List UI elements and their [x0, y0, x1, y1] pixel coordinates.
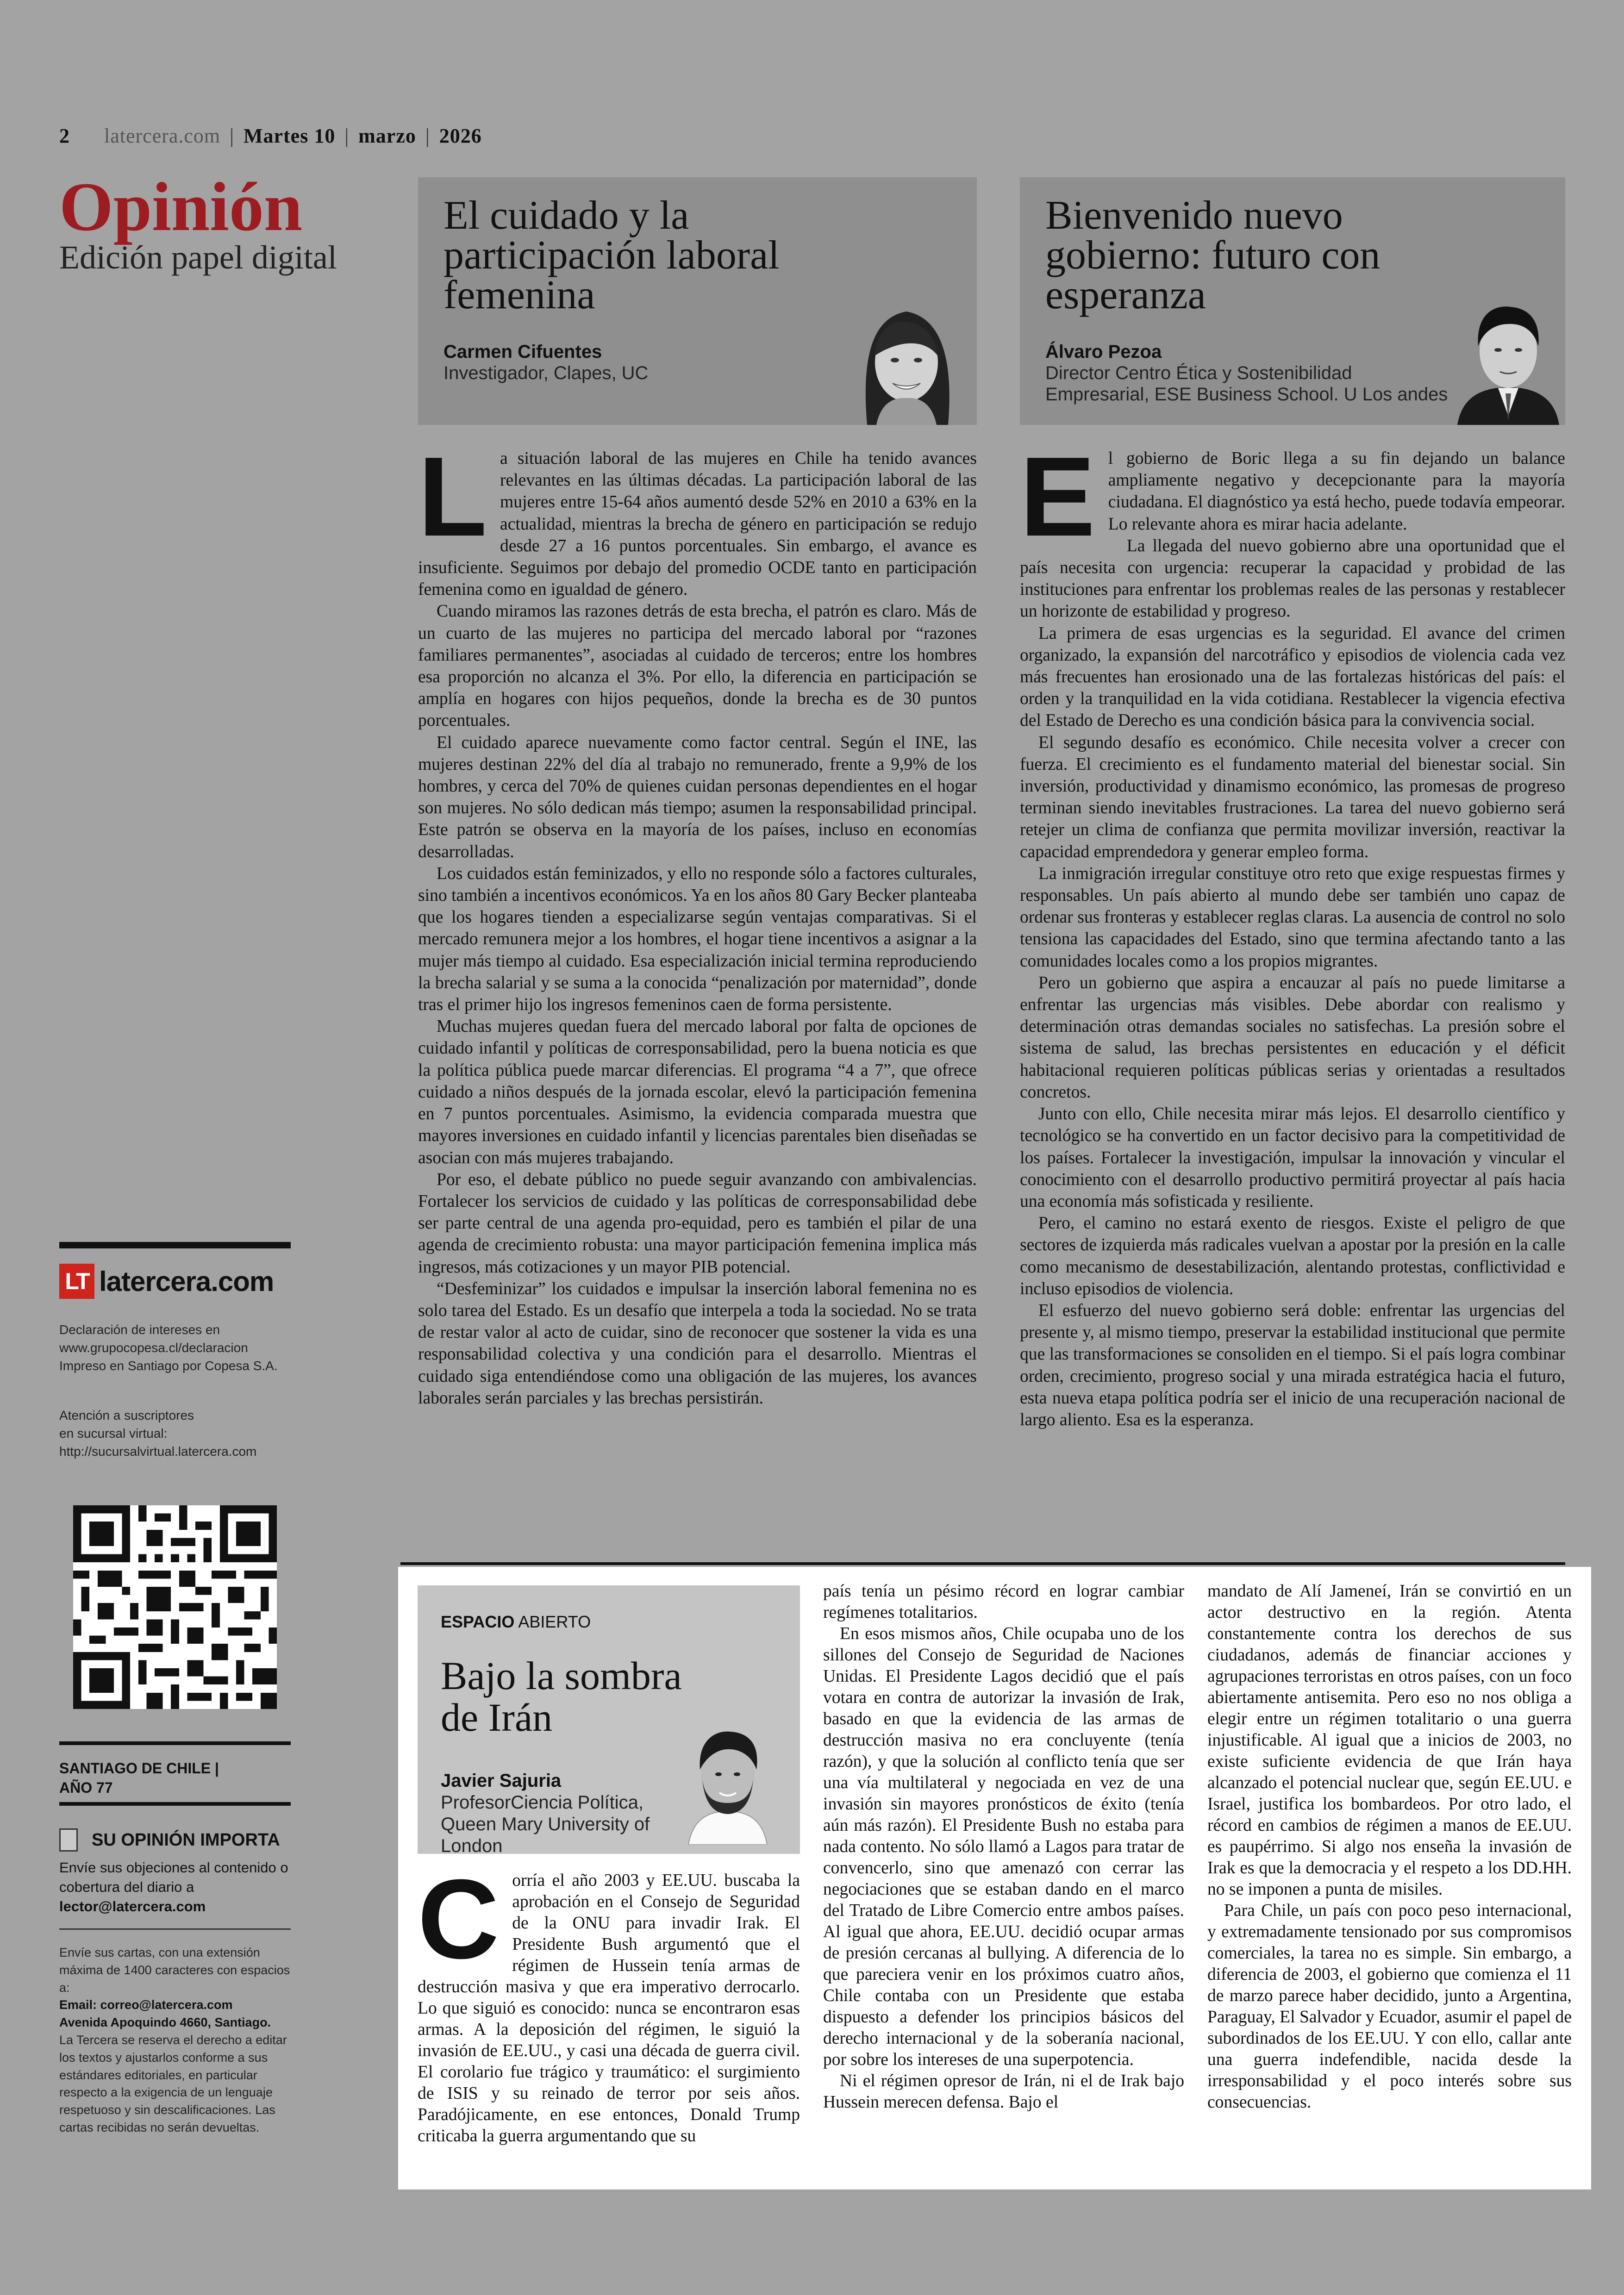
label-bold: ESPACIO [441, 1612, 515, 1631]
paragraph-text: Por eso, el debate público no puede seguir avanzando con ambivalencias. Fortalecer los servicios de cuidado y las políticas de corresponsabilidad debe ser parte central de una agenda pro-equidad, pero es también el pilar de una agenda de crecimiento robusta: una mayor participación femenina implica más ingresos, más cotizaciones y un mayor PIB potencial. [418, 1170, 977, 1277]
drop-cap: L [418, 433, 487, 560]
subscriber-info: Atención a suscriptores en sucursal virtual: http://sucursalvirtual.latercera.com [59, 1408, 257, 1459]
folio-site[interactable]: latercera.com [104, 125, 221, 147]
paragraph-text: La inmigración irregular constituye otro reto que exige respuestas firmes y responsables. Un país abierto al mundo debe ser también uno capaz de ordenar sus fronteras y establecer reglas claras. La ausencia de control no solo tensiona las capacidades del Estado, sino que termina afectando tanto a las comunidades locales como a los propios migrantes. [1020, 864, 1565, 971]
article-3-column-2 [823, 1581, 1184, 2113]
article-3-column-1 [418, 1856, 800, 2147]
author-1-photo [849, 300, 964, 425]
letters-text: Envíe sus cartas, con una extensión máxima de 1400 caracteres con espacios a: [59, 1946, 290, 1995]
paragraph-text: El cuidado aparece nuevamente como factor central. Según el INE, las mujeres destinan 22% del día al trabajo no remunerado, frente a 9,9% de los hombres, y cerca del 70% de quienes cuidan personas dependientes en el hogar son mujeres. No sólo dedican más tiempo; asumen la responsabilidad principal. Este patrón se observa en la mayoría de los países, incluso en economías desarrolladas. [418, 733, 977, 861]
opinion-matters-box [59, 1828, 300, 1916]
paragraph [1020, 535, 1565, 623]
paragraph-text: “Desfeminizar” los cuidados e impulsar la inserción laboral femenina no es solo tarea del Estado. Es un desafío que interpela a toda la sociedad. No se trata de restar valor al acto de cuidar, sino de reconocer que sostener la vida es una responsabilidad colectiva y una condición para el desarrollo. Mientras el cuidado siga entendiéndose como una obligación de las mujeres, los avances laborales serán parciales y las brechas persistirán. [418, 1279, 977, 1408]
article-3-header [418, 1585, 800, 1857]
paragraph [823, 1623, 1184, 2070]
article-3-role: ProfesorCiencia Política, Queen Mary University of London [441, 1792, 650, 1857]
article-3-author: Javier Sajuria [441, 1771, 562, 1791]
article-3-column-3 [1207, 1581, 1572, 2113]
city-year: SANTIAGO DE CHILE | AÑO 77 [59, 1760, 219, 1796]
letters-info [59, 1944, 300, 2137]
paragraph-text: Pero un gobierno que aspira a encauzar al país no puede limitarse a enfrentar las urgencias más visibles. Debe abordar con realismo y determinación otras demandas sociales no satisfechas. La presión sobre el sistema de salud, las brechas persistentes en educación y el déficit habitacional requieren políticas públicas serias y orientadas a resultados concretos. [1020, 973, 1565, 1102]
folio-month: marzo [358, 125, 416, 147]
paragraph [1020, 1103, 1565, 1212]
latercera-logo-icon: LT [59, 1264, 94, 1299]
paragraph [1207, 1581, 1572, 1900]
paragraph [418, 1856, 800, 2147]
article-2-body [1020, 433, 1565, 1431]
paragraph-text: En esos mismos años, Chile ocupaba uno de los sillones del Consejo de Seguridad de Naciones Unidas. El Presidente Lagos decidió que el país votara en contra de autorizar la invasión de Irak, basado en que la evidencia de las armas de destrucción masiva no era concluyente (tenía razón), y que la solución al conflicto tenía que ser una vía multilateral y negociada en vez de una invasión sin mayores pronósticos de éxito (tenía aún más razón). El Presidente Bush no estaba para nada contento. No sólo llamó a Lagos para tratar de convencerlo, sino que amenazó con cerrar las negociaciones que se estaban dando en el marco del Tratado de Libre Comercio entre ambos países. Al igual que ahora, EE.UU. decidió ocupar armas de presión cercanas al bullying. A diferencia de lo que pareciera venir en los próximos cuatro años, Chile contaba con un Presidente que estaba dispuesto a defender los principios básicos del derecho internacional y de la soberanía nacional, por sobre los intereses de una superpotencia. [823, 1624, 1184, 2069]
paragraph-text: Pero, el camino no estará exento de riesgos. Existe el peligro de que sectores de izquierda más radicales vuelvan a apostar por la presión en la calle como mecanismo de desestabilización, alentando protestas, conflictividad e incluso episodios de violencia. [1020, 1214, 1565, 1298]
folio-date: Martes 10 [243, 125, 336, 147]
paragraph-text: El esfuerzo del nuevo gobierno será doble: enfrentar las urgencias del presente y, al mismo tiempo, preservar la estabilidad institucional que permite que las transformaciones se consoliden en el tiempo. Si el país logra combinar orden, crecimiento, progreso social y una mirada estratégica hacia el futuro, esta nueva etapa política podría ser el inicio de una recuperación nacional de largo aliento. Esa es la esperanza. [1020, 1301, 1565, 1429]
opinion-matters-text [59, 1858, 300, 1916]
paragraph-text: país tenía un pésimo récord en lograr cambiar regímenes totalitarios. [823, 1582, 1184, 1622]
paragraph [1020, 1212, 1565, 1300]
article-1-title: El cuidado y la participación laboral femenina [443, 193, 780, 318]
paragraph-text: Para Chile, un país con poco peso internacional, y extremadamente tensionado por sus compromisos comerciales, la tarea no es simple. Sin embargo, a diferencia de 2003, el gobierno que comienza el 11 de marzo parece haber decidido, junto a Argentina, Paraguay, El Salvador y Ecuador, asumir el papel de subordinados de los EE.UU. Y con ello, callar ante una guerra indefendible, nacida desde la irresponsabilidad y el poco interés sobre sus consecuencias. [1207, 1901, 1572, 2112]
letters-email-link[interactable]: Email: correo@latercera.com [59, 1998, 233, 2012]
opinion-matters-title [59, 1828, 300, 1852]
section-title: Opinión [59, 168, 303, 245]
brand-divider [59, 1242, 291, 1248]
article-1-body [418, 433, 977, 1409]
paragraph [418, 433, 977, 600]
paragraph [1020, 972, 1565, 1103]
paragraph-text: l gobierno de Boric llega a su fin dejando un balance ampliamente negativo y decepcionante para la mayoría ciudadana. El diagnóstico ya está hecho, puede todavía empeorar. Lo relevante ahora es mirar hacia adelante. [1108, 449, 1565, 534]
paragraph-text: Muchas mujeres quedan fuera del mercado laboral por falta de opciones de cuidado infantil y políticas de corresponsabilidad, pero la buena noticia es que la política pública puede marcar diferencias. El programa “4 a 7”, que ofrece cuidado a niños después de la jornada escolar, elevó la participación femenina en 7 puntos porcentuales. Asimismo, la evidencia comparada muestra que mayores inversiones en cuidado infantil y licencias parentales bien diseñadas se asocian con más mujeres trabajando. [418, 1017, 977, 1167]
paragraph-text: El segundo desafío es económico. Chile necesita volver a crecer con fuerza. El crecimiento es el fundamento material del bienestar social. Sin inversión, productividad y dinamismo económico, las promesas de progreso terminan siendo inevitables frustraciones. La tarea del nuevo gobierno será retejer un clima de confianza que permita movilizar inversión, reactivar la capacidad emprendedora y generar empleo forma. [1020, 733, 1565, 861]
document-icon [59, 1828, 78, 1852]
article-2-role: Director Centro Ética y Sostenibilidad Empresarial, ESE Business School. U Los andes [1045, 363, 1448, 405]
paragraph [418, 1278, 977, 1409]
paragraph [418, 732, 977, 863]
brand-name: latercera.com [99, 1266, 274, 1297]
paragraph [418, 863, 977, 1016]
article-1-header [418, 177, 977, 425]
espacio-abierto-box [398, 1567, 1591, 2189]
page-number: 2 [59, 125, 70, 147]
page-folio: 2 latercera.com | Martes 10 | marzo | 2026 [59, 125, 482, 147]
paragraph [418, 600, 977, 731]
paragraph-text: mandato de Alí Jameneí, Irán se convirtió en un actor destructivo en la región. Atenta constantemente contra los derechos de sus ciudadanos, además de financiar acciones y agrupaciones terroristas en otros países, con un foco abiertamente antisemita. Pero eso no nos obliga a elegir entre un régimen totalitario o una guerra injustificable. Al igual que a inicios de 2003, no existe suficiente evidencia de que Irán haya alcanzado el potencial nuclear que, según EE.UU. e Israel, justifica los bombardeos. Por otro lado, el récord en cambios de régimen a manos de EE.UU. es paupérrimo. Si algo nos enseña la invasión de Irak es que la democracia y el respeto a los DD.HH. no se imponen a punta de misiles. [1207, 1582, 1572, 1899]
paragraph-text: orría el año 2003 y EE.UU. buscaba la aprobación en el Consejo de Seguridad de la ONU para invadir Irak. El Presidente Bush argumentó que el régimen de Hussein tenía armas de destrucción masiva y que era imperativo derrocarlo. Lo que siguió es conocido: nunca se encontraron esas armas. A la deposición del régimen, le siguió la invasión de EE.UU., y casi una década de guerra civil. El corolario fue trágico y traumático: el surgimiento de ISIS y su reinado de terror por seis años. Paradójicamente, en ese entonces, Donald Trump criticaba la guerra argumentando que su [418, 1871, 800, 2145]
folio-year: 2026 [439, 125, 482, 147]
qr-code-icon[interactable] [73, 1505, 277, 1709]
qr-divider [59, 1741, 291, 1745]
article-1-author: Carmen Cifuentes [443, 342, 602, 362]
city-divider [59, 1802, 291, 1806]
letters-note: La Tercera se reserva el derecho a editar los textos y ajustarlos conforme a sus estándares editoriales, en particular respecto a la exigencia de un lenguaje respetuoso y sin descalificaciones. Las cartas recibidas no serán devueltas. [59, 2033, 287, 2134]
paragraph [1020, 863, 1565, 972]
paragraph-text: Cuando miramos las razones detrás de esta brecha, el patrón es claro. Más de un cuarto de las mujeres no participa del mercado laboral por “razones familiares permanentes”, asociadas al cuidado de terceros; entre los hombres esa proporción no alcanza el 3%. Por ello, la diferencia en participación se amplía en hogares con hijos pequeños, donde la brecha es de 30 puntos porcentuales. [418, 602, 977, 730]
espacio-abierto-label [441, 1612, 591, 1632]
paragraph [1020, 433, 1565, 560]
drop-cap: E [1020, 433, 1095, 560]
article-3-title: Bajo la sombra de Irán [441, 1653, 682, 1740]
paragraph-text: Los cuidados están feminizados, y ello no responde sólo a factores culturales, sino también a incentivos económicos. Ya en los años 80 Gary Becker planteaba que los hogares tienden a especializarse según ventajas comparativas. Si el mercado remunera mejor a los hombres, el hogar tiene incentivos a asignar a la mujer más tiempo al cuidado. Esa especialización inicial termina reproduciendo la brecha salarial y se suma a la conocida “penalización por maternidad”, donde tras el primer hijo los ingresos femeninos caen de forma persistente. [418, 864, 977, 1015]
paragraph-text: La primera de esas urgencias es la seguridad. El avance del crimen organizado, la expansión del narcotráfico y episodios de violencia cada vez más frecuentes han erosionado una de las fortalezas históricas del país: el orden y la tranquilidad en la vida cotidiana. Restablecer la vigencia efectiva del Estado de Derecho es una condición básica para la convivencia social. [1020, 624, 1565, 730]
drop-cap: C [418, 1856, 500, 1982]
paragraph-text: Ni el régimen opresor de Irán, ni el de Irak bajo Hussein merecen defensa. Bajo el [823, 2071, 1184, 2112]
article-2-author: Álvaro Pezoa [1045, 342, 1162, 362]
declaration-info: Declaración de intereses en www.grupocopesa.cl/declaracion Impreso en Santiago por Copesa S.A. [59, 1322, 278, 1373]
paragraph [418, 1169, 977, 1278]
article-2-header [1020, 177, 1565, 425]
section-subtitle: Edición papel digital [59, 239, 337, 276]
author-2-photo [1453, 291, 1564, 425]
label-rest: ABIERTO [518, 1612, 591, 1631]
paragraph-text: Junto con ello, Chile necesita mirar más lejos. El desarrollo científico y tecnológico se ha convertido en un factor decisivo para la competitividad de los países. Fortalecer la investigación, impulsar la innovación y vincular el conocimiento con el desarrollo productivo permitirá proyectar al país hacia una economía más sofisticada y resiliente. [1020, 1104, 1565, 1211]
opinion-matters-heading: SU OPINIÓN IMPORTA [92, 1830, 280, 1850]
reader-email-link[interactable]: lector@latercera.com [59, 1898, 206, 1915]
article-2-title: Bienvenido nuevo gobierno: futuro con esperanza [1045, 193, 1380, 318]
paragraph [1020, 732, 1565, 863]
paragraph [1020, 1300, 1565, 1431]
section-divider [400, 1562, 1565, 1565]
article-1-role: Investigador, Clapes, UC [443, 363, 649, 383]
opinion-divider [59, 1928, 291, 1930]
letters-address: Avenida Apoquindo 4660, Santiago. [59, 2015, 271, 2030]
paragraph [823, 2070, 1184, 2113]
author-3-photo [681, 1723, 774, 1845]
paragraph [418, 1016, 977, 1168]
paragraph [1207, 1900, 1572, 2113]
paragraph-text: a situación laboral de las mujeres en Chile ha tenido avances relevantes en las últimas décadas. La participación laboral de las mujeres entre 15-64 años aumentó desde 52% en 2010 a 63% en la actualidad, mientras la brecha de género en participación se redujo desde 27 a 16 puntos porcentuales. Sin embargo, el avance es insuficiente. Seguimos por debajo del promedio OCDE tanto en participación femenina como en igualdad de género. [418, 449, 977, 599]
opinion-matters-body: Envíe sus objeciones al contenido o cobertura del diario a [59, 1859, 288, 1895]
paragraph [1020, 623, 1565, 732]
brand-block[interactable] [59, 1264, 274, 1299]
paragraph-text: La llegada del nuevo gobierno abre una oportunidad que el país necesita con urgencia: recuperar la capacidad y probidad de las instituciones para enfrentar los problemas reales de las personas y restablecer un horizonte de estabilidad y progreso. [1020, 536, 1565, 621]
paragraph [823, 1581, 1184, 1623]
